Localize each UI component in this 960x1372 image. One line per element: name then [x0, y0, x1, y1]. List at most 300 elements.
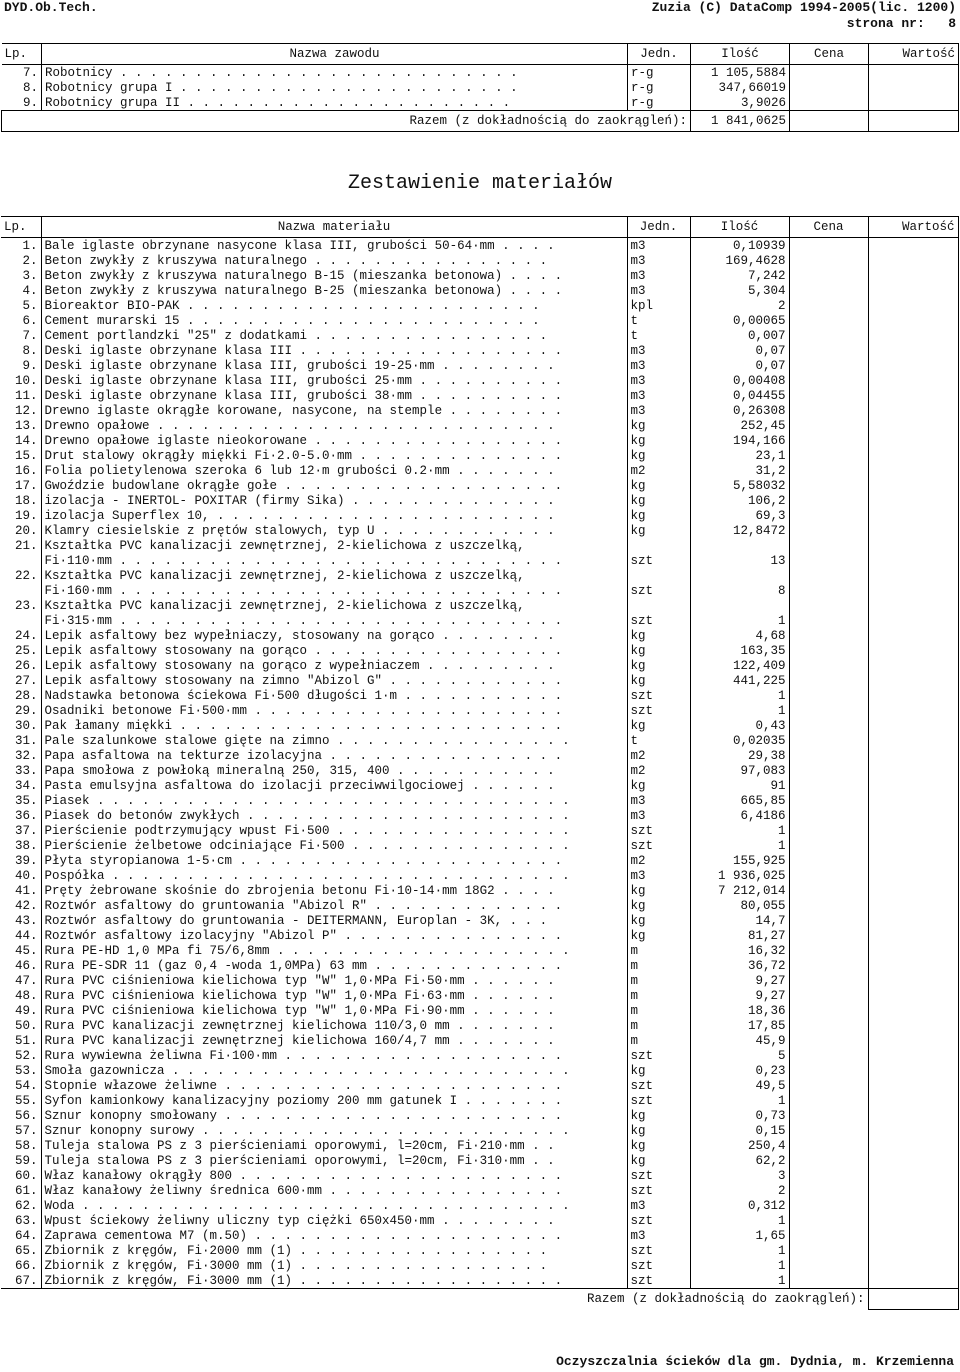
row-unit: szt — [627, 1168, 690, 1183]
row-value — [868, 268, 958, 283]
row-price — [789, 508, 868, 523]
row-qty: 1 — [690, 1213, 789, 1228]
row-lp: 50. — [14, 1018, 38, 1033]
row-lp — [1, 613, 41, 628]
row-qty: 12,8472 — [690, 523, 789, 538]
row-qty: 13 — [690, 553, 789, 568]
row-value — [868, 328, 958, 343]
row-name: Właz kanałowy okrągły 800 . . . . . . . . . . . . . . . . . . . . . . — [41, 1168, 627, 1183]
row-name: Piasek . . . . . . . . . . . . . . . . . . . . . . . . . . . . . . . . — [41, 793, 627, 808]
table-row — [1, 1168, 958, 1183]
row-name: Pospółka . . . . . . . . . . . . . . . . . . . . . . . . . . . . . . . — [41, 868, 627, 883]
row-lp: 49. — [14, 1003, 38, 1018]
table-row — [1, 778, 958, 793]
row-value — [868, 973, 958, 988]
row-unit: szt — [627, 613, 690, 628]
row-unit: szt — [627, 703, 690, 718]
row-value — [868, 958, 958, 973]
row-name-continuation: Fi·315·mm . . . . . . . . . . . . . . . . . . . . . . . . . . . . . . — [41, 613, 627, 628]
row-unit: kg — [627, 418, 690, 433]
row-name: Sznur konopny surowy . . . . . . . . . . . . . . . . . . . . . . . . . — [41, 1123, 627, 1138]
row-unit — [627, 568, 690, 583]
row-name: Wpust ściekowy żeliwny uliczny typ ciężki 650x450·mm . . . . . . . . — [41, 1213, 627, 1228]
row-price — [789, 898, 868, 913]
row-name: Rura PVC ciśnieniowa kielichowa typ "W" 1,0·MPa Fi·63·mm . . . . . . — [41, 988, 627, 1003]
row-value — [868, 478, 958, 493]
col-qty: Ilość — [691, 44, 790, 65]
row-qty: 17,85 — [690, 1018, 789, 1033]
row-name: Papa smołowa z powłoką mineralną 250, 315, 400 . . . . . . . . . . . — [41, 763, 627, 778]
sum-value — [868, 1289, 958, 1310]
row-lp: 62. — [14, 1198, 38, 1213]
row-qty: 163,35 — [690, 643, 789, 658]
row-lp: 19. — [14, 508, 38, 523]
col-lp: Lp. — [2, 44, 42, 65]
table-row — [1, 388, 958, 403]
row-value — [868, 553, 958, 568]
row-value — [868, 1243, 958, 1258]
table-row — [1, 748, 958, 763]
row-value — [869, 80, 959, 95]
row-unit: szt — [627, 1078, 690, 1093]
table-row — [1, 313, 958, 328]
row-unit: kg — [627, 778, 690, 793]
row-lp: 21. — [14, 538, 38, 553]
table-row — [1, 1198, 958, 1213]
row-price — [789, 298, 868, 313]
row-lp: 34. — [14, 778, 38, 793]
row-qty: 347,66019 — [691, 80, 790, 95]
row-lp: 24. — [14, 628, 38, 643]
row-lp: 33. — [14, 763, 38, 778]
col-unit: Jedn. — [627, 217, 690, 238]
row-name-continuation: Fi·110·mm . . . . . . . . . . . . . . . . . . . . . . . . . . . . . . — [41, 553, 627, 568]
materials-table — [1, 216, 959, 1310]
table-row — [1, 253, 958, 268]
row-lp: 5. — [22, 298, 38, 313]
row-qty: 18,36 — [690, 1003, 789, 1018]
row-qty: 0,00065 — [690, 313, 789, 328]
sum-price — [790, 111, 869, 132]
row-value — [868, 298, 958, 313]
row-value — [868, 523, 958, 538]
row-qty: 7 212,014 — [690, 883, 789, 898]
row-lp: 40. — [14, 868, 38, 883]
row-name: Robotnicy grupa II . . . . . . . . . . . . . . . . . . . . . . — [42, 95, 628, 111]
row-price — [789, 988, 868, 1003]
table-row — [1, 1108, 958, 1123]
header-program: Zuzia (C) DataComp 1994-2005(lic. 1200) — [651, 0, 956, 15]
row-lp: 27. — [14, 673, 38, 688]
row-price — [789, 703, 868, 718]
row-qty: 16,32 — [690, 943, 789, 958]
row-price — [789, 1168, 868, 1183]
row-price — [789, 448, 868, 463]
row-lp: 48. — [14, 988, 38, 1003]
row-name: Beton zwykły z kruszywa naturalnego . . . . . . . . . . . . . . . . — [41, 253, 627, 268]
row-name: Woda . . . . . . . . . . . . . . . . . . . . . . . . . . . . . . . . . — [41, 1198, 627, 1213]
row-unit: szt — [627, 1273, 690, 1289]
row-lp: 54. — [14, 1078, 38, 1093]
row-value — [868, 1153, 958, 1168]
header-right — [652, 0, 956, 32]
row-price — [789, 688, 868, 703]
table-row — [1, 268, 958, 283]
row-lp: 47. — [14, 973, 38, 988]
row-lp: 7. — [22, 328, 38, 343]
table-row — [1, 943, 958, 958]
row-unit: szt — [627, 1213, 690, 1228]
row-value — [868, 613, 958, 628]
row-name: Zbiornik z kręgów, Fi·2000 mm (1) . . . . . . . . . . . . . . . . . — [41, 1243, 627, 1258]
row-unit: m3 — [627, 403, 690, 418]
row-value — [868, 418, 958, 433]
row-price — [789, 1078, 868, 1093]
row-name: Pierścienie podtrzymujący wpust Fi·500 . . . . . . . . . . . . . . . . — [41, 823, 627, 838]
row-qty: 49,5 — [690, 1078, 789, 1093]
row-qty: 4,68 — [690, 628, 789, 643]
row-price — [789, 748, 868, 763]
row-unit: szt — [627, 1258, 690, 1273]
row-name: Osadniki betonowe Fi·500·mm . . . . . . . . . . . . . . . . . . . . . — [41, 703, 627, 718]
row-unit: m — [627, 958, 690, 973]
labor-sum-row — [2, 111, 959, 132]
row-price — [789, 853, 868, 868]
row-value — [868, 538, 958, 553]
row-value — [868, 1258, 958, 1273]
table-row — [1, 883, 958, 898]
row-unit: t — [627, 733, 690, 748]
row-name: Tuleja stalowa PS z 3 pierścieniami oporowymi, l=20cm, Fi·210·mm . . — [41, 1138, 627, 1153]
row-name: Lepik asfaltowy stosowany na zimno "Abizol G" . . . . . . . . . . . . — [41, 673, 627, 688]
table-row — [1, 1138, 958, 1153]
table-row — [1, 568, 958, 583]
row-qty: 5,304 — [690, 283, 789, 298]
row-qty: 665,85 — [690, 793, 789, 808]
row-qty: 155,925 — [690, 853, 789, 868]
row-unit: kg — [627, 1153, 690, 1168]
row-lp: 26. — [14, 658, 38, 673]
row-qty: 0,007 — [690, 328, 789, 343]
row-name: Stopnie włazowe żeliwne . . . . . . . . . . . . . . . . . . . . . . . — [41, 1078, 627, 1093]
row-price — [789, 778, 868, 793]
row-price — [789, 808, 868, 823]
row-value — [868, 1168, 958, 1183]
table-row — [1, 898, 958, 913]
row-unit: kg — [627, 628, 690, 643]
row-price — [789, 1153, 868, 1168]
table-row — [1, 643, 958, 658]
row-name: Kształtka PVC kanalizacji zewnętrznej, 2-kielichowa z uszczelką, — [41, 538, 627, 553]
row-name-continuation: Fi·160·mm . . . . . . . . . . . . . . . . . . . . . . . . . . . . . . — [41, 583, 627, 598]
row-value — [869, 65, 959, 81]
page-number: 8 — [948, 16, 956, 31]
row-price — [789, 478, 868, 493]
row-price — [789, 583, 868, 598]
row-value — [868, 283, 958, 298]
table-row — [1, 463, 958, 478]
row-unit: m3 — [627, 793, 690, 808]
table-row — [1, 1153, 958, 1168]
row-unit: szt — [627, 838, 690, 853]
row-qty: 8 — [690, 583, 789, 598]
row-lp: 59. — [14, 1153, 38, 1168]
row-name: Bioreaktor BIO-PAK . . . . . . . . . . . . . . . . . . . . . . . . — [41, 298, 627, 313]
row-value — [868, 358, 958, 373]
row-unit: m3 — [627, 343, 690, 358]
row-value — [868, 388, 958, 403]
row-lp: 35. — [14, 793, 38, 808]
row-unit: r-g — [628, 95, 691, 111]
row-value — [868, 1228, 958, 1243]
row-lp: 60. — [14, 1168, 38, 1183]
row-lp: 38. — [14, 838, 38, 853]
row-qty: 0,10939 — [690, 238, 789, 254]
row-lp: 9. — [22, 358, 38, 373]
row-value — [868, 463, 958, 478]
row-unit: m — [627, 1033, 690, 1048]
row-unit: m3 — [627, 1198, 690, 1213]
row-name: Syfon kamionkowy kanalizacyjny poziomy 200 mm gatunek I . . . . . . . — [41, 1093, 627, 1108]
row-price — [789, 553, 868, 568]
row-qty: 194,166 — [690, 433, 789, 448]
row-price — [789, 928, 868, 943]
row-unit: m — [627, 1018, 690, 1033]
row-unit: szt — [627, 688, 690, 703]
table-row — [1, 373, 958, 388]
table-row — [1, 1018, 958, 1033]
row-unit: m — [627, 988, 690, 1003]
row-unit: kg — [627, 508, 690, 523]
row-lp: 11. — [14, 388, 38, 403]
row-unit: t — [627, 328, 690, 343]
row-price — [789, 523, 868, 538]
row-qty: 6,4186 — [690, 808, 789, 823]
table-row — [1, 298, 958, 313]
row-price — [789, 373, 868, 388]
row-price — [789, 1243, 868, 1258]
row-price — [789, 1198, 868, 1213]
row-price — [789, 328, 868, 343]
table-row — [1, 358, 958, 373]
row-qty: 0,04455 — [690, 388, 789, 403]
row-unit: szt — [627, 583, 690, 598]
row-unit: kg — [627, 1138, 690, 1153]
row-name: Rura PVC ciśnieniowa kielichowa typ "W" 1,0·MPa Fi·50·mm . . . . . . — [41, 973, 627, 988]
row-value — [868, 733, 958, 748]
row-price — [789, 388, 868, 403]
row-unit: szt — [627, 1093, 690, 1108]
row-qty: 441,225 — [690, 673, 789, 688]
row-value — [868, 253, 958, 268]
row-value — [868, 1033, 958, 1048]
row-value — [868, 793, 958, 808]
labor-table — [1, 43, 959, 132]
row-lp: 67. — [14, 1273, 38, 1288]
row-price — [789, 823, 868, 838]
row-lp: 15. — [14, 448, 38, 463]
row-unit: kg — [627, 898, 690, 913]
table-row — [1, 493, 958, 508]
row-price — [789, 673, 868, 688]
row-price — [789, 883, 868, 898]
row-lp: 28. — [14, 688, 38, 703]
row-value — [868, 883, 958, 898]
table-row — [1, 478, 958, 493]
table-row — [1, 328, 958, 343]
row-name: Bale iglaste obrzynane nasycone klasa III, grubości 50-64·mm . . . . — [41, 238, 627, 254]
row-name: Kształtka PVC kanalizacji zewnętrznej, 2-kielichowa z uszczelką, — [41, 598, 627, 613]
row-unit: m3 — [627, 253, 690, 268]
table-row — [1, 508, 958, 523]
header-left: DYD.Ob.Tech. — [4, 0, 98, 15]
row-price — [789, 253, 868, 268]
row-name: Rura PVC kanalizacji zewnętrznej kielichowa 160/4,7 mm . . . . . . . — [41, 1033, 627, 1048]
col-price: Cena — [790, 44, 869, 65]
row-name: Właz kanałowy żeliwny średnica 600·mm . . . . . . . . . . . . . . . . — [41, 1183, 627, 1198]
col-unit: Jedn. — [628, 44, 691, 65]
row-qty: 81,27 — [690, 928, 789, 943]
row-qty: 1 105,5884 — [691, 65, 790, 81]
row-name: Deski iglaste obrzynane klasa III, grubości 25·mm . . . . . . . . . . — [41, 373, 627, 388]
row-price — [789, 1108, 868, 1123]
row-unit: m3 — [627, 268, 690, 283]
row-price — [789, 793, 868, 808]
row-price — [789, 1228, 868, 1243]
row-qty: 2 — [690, 1183, 789, 1198]
row-lp: 65. — [14, 1243, 38, 1258]
row-lp: 57. — [14, 1123, 38, 1138]
row-price — [789, 958, 868, 973]
row-value — [868, 778, 958, 793]
row-qty: 7,242 — [690, 268, 789, 283]
row-price — [789, 1123, 868, 1138]
row-price — [789, 1183, 868, 1198]
materials-sum-row — [1, 1289, 958, 1310]
materials-header-row — [1, 217, 958, 238]
row-lp: 16. — [14, 463, 38, 478]
row-unit: szt — [627, 1243, 690, 1258]
row-unit: m3 — [627, 283, 690, 298]
col-name: Nazwa zawodu — [42, 44, 628, 65]
table-row — [2, 80, 959, 95]
row-price — [789, 1048, 868, 1063]
row-lp: 30. — [14, 718, 38, 733]
row-name: Rura PE-SDR 11 (gaz 0,4 -woda 1,0MPa) 63 mm . . . . . . . . . . . . . — [41, 958, 627, 973]
row-qty: 45,9 — [690, 1033, 789, 1048]
row-name: Roztwór asfaltowy do gruntowania "Abizol R" . . . . . . . . . . . . . — [41, 898, 627, 913]
row-qty: 23,1 — [690, 448, 789, 463]
row-value — [868, 1003, 958, 1018]
row-value — [868, 943, 958, 958]
row-qty: 0,73 — [690, 1108, 789, 1123]
row-name: Deski iglaste obrzynane klasa III . . . . . . . . . . . . . . . . . . — [41, 343, 627, 358]
row-qty: 62,2 — [690, 1153, 789, 1168]
row-price — [789, 1063, 868, 1078]
row-qty: 2 — [690, 298, 789, 313]
row-lp: 52. — [14, 1048, 38, 1063]
row-unit: kg — [627, 883, 690, 898]
row-price — [789, 628, 868, 643]
row-value — [868, 1063, 958, 1078]
row-price — [789, 718, 868, 733]
row-qty: 1 — [690, 703, 789, 718]
row-name: Lepik asfaltowy stosowany na gorąco z wypełniaczem . . . . . . . . . — [41, 658, 627, 673]
row-lp: 61. — [14, 1183, 38, 1198]
row-unit: m2 — [627, 463, 690, 478]
row-unit: kg — [627, 643, 690, 658]
row-lp: 20. — [14, 523, 38, 538]
row-price — [789, 313, 868, 328]
row-qty: 106,2 — [690, 493, 789, 508]
row-lp: 22. — [14, 568, 38, 583]
row-unit: szt — [627, 1183, 690, 1198]
row-qty: 1 — [690, 1243, 789, 1258]
row-price — [789, 403, 868, 418]
row-unit: m — [627, 1003, 690, 1018]
table-row — [1, 1183, 958, 1198]
row-name: Pierścienie żelbetowe odciniające Fi·500 . . . . . . . . . . . . . . . — [41, 838, 627, 853]
row-qty: 36,72 — [690, 958, 789, 973]
row-value — [868, 1213, 958, 1228]
row-value — [868, 1273, 958, 1289]
table-row — [1, 733, 958, 748]
sum-value — [869, 111, 959, 132]
row-price — [789, 268, 868, 283]
table-row-continuation — [1, 553, 958, 568]
table-row — [1, 703, 958, 718]
row-lp: 4. — [22, 283, 38, 298]
row-lp: 13. — [14, 418, 38, 433]
page-label: strona nr: — [846, 16, 925, 31]
table-row — [1, 1033, 958, 1048]
row-lp: 8. — [22, 80, 38, 95]
row-name: Pręty żebrowane skośnie do zbrojenia betonu Fi·10-14·mm 18G2 . . . . — [41, 883, 627, 898]
col-price: Cena — [789, 217, 868, 238]
row-price — [789, 613, 868, 628]
row-name: Drewno iglaste okrągłe korowane, nasycone, na stemple . . . . . . . . — [41, 403, 627, 418]
row-price — [789, 358, 868, 373]
row-lp: 53. — [14, 1063, 38, 1078]
row-unit: m3 — [627, 373, 690, 388]
table-row — [1, 1273, 958, 1289]
row-price — [789, 283, 868, 298]
table-row-continuation — [1, 583, 958, 598]
row-unit: kg — [627, 523, 690, 538]
row-qty: 250,4 — [690, 1138, 789, 1153]
row-price — [789, 343, 868, 358]
col-value: Wartość — [869, 44, 959, 65]
row-lp: 32. — [14, 748, 38, 763]
row-lp: 56. — [14, 1108, 38, 1123]
row-qty: 3,9026 — [691, 95, 790, 111]
row-lp: 58. — [14, 1138, 38, 1153]
row-lp: 44. — [14, 928, 38, 943]
table-row — [1, 853, 958, 868]
row-unit: kg — [627, 448, 690, 463]
table-row-continuation — [1, 613, 958, 628]
row-lp: 41. — [14, 883, 38, 898]
row-unit: m3 — [627, 808, 690, 823]
row-unit: kpl — [627, 298, 690, 313]
row-qty: 0,02035 — [690, 733, 789, 748]
row-lp: 43. — [14, 913, 38, 928]
row-qty: 0,07 — [690, 358, 789, 373]
footer: Oczyszczalnia ścieków dla gm. Dydnia, m. Krzemienna — [556, 1354, 954, 1369]
row-value — [868, 1048, 958, 1063]
row-lp: 3. — [22, 268, 38, 283]
row-name: Pale szalunkowe stalowe gięte na zimno . . . . . . . . . . . . . . . . — [41, 733, 627, 748]
